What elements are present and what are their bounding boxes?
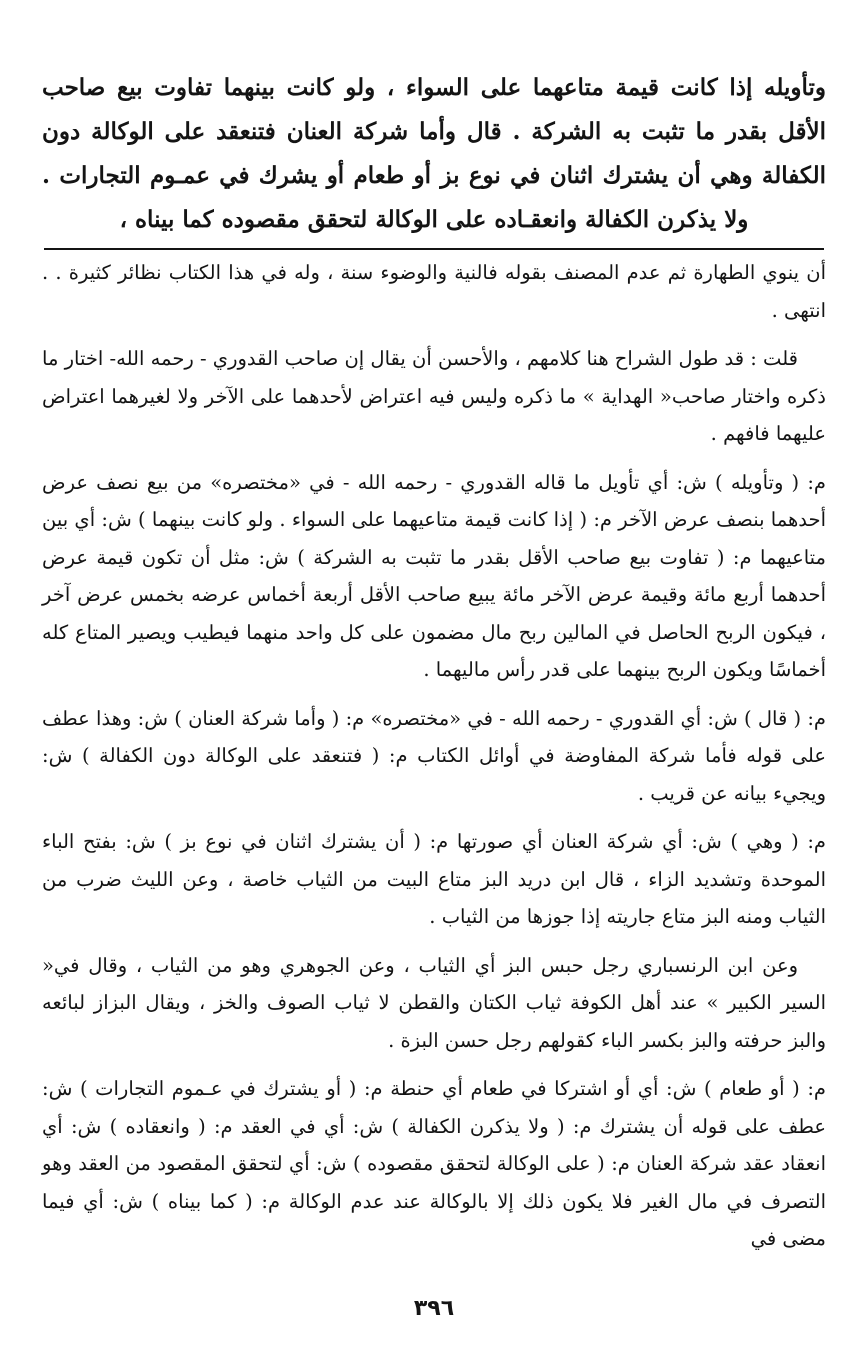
main-text: وتأويله إذا كانت قيمة متاعهما على السواء ، ولو كانت بينهما تفاوت بيع صاحب الأقل بقدر ما تثبت به الشركة . قال وأما شركة العنان فتنعقد على الوكالة دون الكفالة وهي أن يشترك اثنان في نوع بز أو طعام أو يشرك في عمـوم التجارات . ولا يذكرن الكفالة وانعقـاده على الوكالة لتحقق مقصوده كما بيناه ، xyxy=(42,74,826,233)
commentary-paragraph: م: ( وهي ) ش: أي شركة العنان أي صورتها م: ( أن يشترك اثنان في نوع بز ) ش: بفتح الباء الموحدة وتشديد الزاء ، قال ابن دريد البز متاع البيت من الثياب خاصة ، وعن الليث ضرب من الثياب ومنه البز متاع جاريته إذا جوزها من الثياب . xyxy=(42,830,826,928)
commentary-paragraph: م: ( قال ) ش: أي القدوري - رحمه الله - في «مختصره» م: ( وأما شركة العنان ) ش: وهذا عطف على قوله فأما شركة المفاوضة في أوائل الكتاب م: ( فتنعقد على الوكالة دون الكفالة ) ش: ويجيء بيانه عن قريب . xyxy=(42,706,826,805)
commentary-paragraph: م: ( وتأويله ) ش: أي تأويل ما قاله القدوري - رحمه الله - في «مختصره» من بيع نصف عرض أحدهما بنصف عرض الآخر م: ( إذا كانت قيمة متاعيهما على السواء . ولو كانت بينهما ) ش: أي بين متاعيهما م: ( تفاوت بيع صاحب الأقل بقدر ما تثبت به الشركة ) ش: مثل أن تكون قيمة عرض أحدهما أربع مائة وقيمة عرض الآخر مائة يبيع صاحب الأقل أربعة أخماس عرضه بخمس عرض آخر ، فيكون الربح الحاصل في المالين ربح مال مضمون على كل واحد منهما فيطيب ويصير المتاع كله أخماسًا ويكون الربح بينهما على قدر رأس ماليهما . xyxy=(42,470,826,681)
commentary-paragraph: أن ينوي الطهارة ثم عدم المصنف بقوله فالنية والوضوء سنة ، وله في هذا الكتاب نظائر كثيرة . . انتهى . xyxy=(42,261,826,322)
commentary-paragraph: وعن ابن الرنسباري رجل حبس البز أي الثياب ، وعن الجوهري وهو من الثياب ، وقال في« السير الكبير » عند أهل الكوفة ثياب الكتان والقطن لا ثياب الصوف والخز ، ويقال البزاز لبائعه والبز حرفته والبز بكسر الباء كقولهم رجل حسن البزة . xyxy=(42,953,826,1052)
separator-line xyxy=(44,248,824,250)
commentary-paragraph: م: ( أو طعام ) ش: أي أو اشتركا في طعام أي حنطة م: ( أو يشترك في عـموم التجارات ) ش: عطف على قوله أن يشترك م: ( ولا يذكرن الكفالة ) ش: أي في العقد م: ( وانعقاده ) ش: أي انعقاد عقد شركة العنان م: ( على الوكالة لتحقق مقصوده ) ش: أي لتحقق المقصود من العقد وهو التصرف في مال الغير فلا يكون ذلك إلا بالوكالة عند عدم الوكالة م: ( كما بيناه ) ش: أي فيما مضى في xyxy=(42,1077,826,1250)
commentary xyxy=(42,254,826,1269)
page-number: ٣٩٦ xyxy=(413,1296,455,1321)
commentary-paragraph: قلت : قد طول الشراح هنا كلامهم ، والأحسن أن يقال إن صاحب القدوري - رحمه الله- اختار ما ذكره واختار صاحب« الهداية » ما ذكره وليس فيه اعتراض لأحدهما على الآخر ولا لغيرهما اعتراض عليهما فافهم . xyxy=(42,347,826,445)
